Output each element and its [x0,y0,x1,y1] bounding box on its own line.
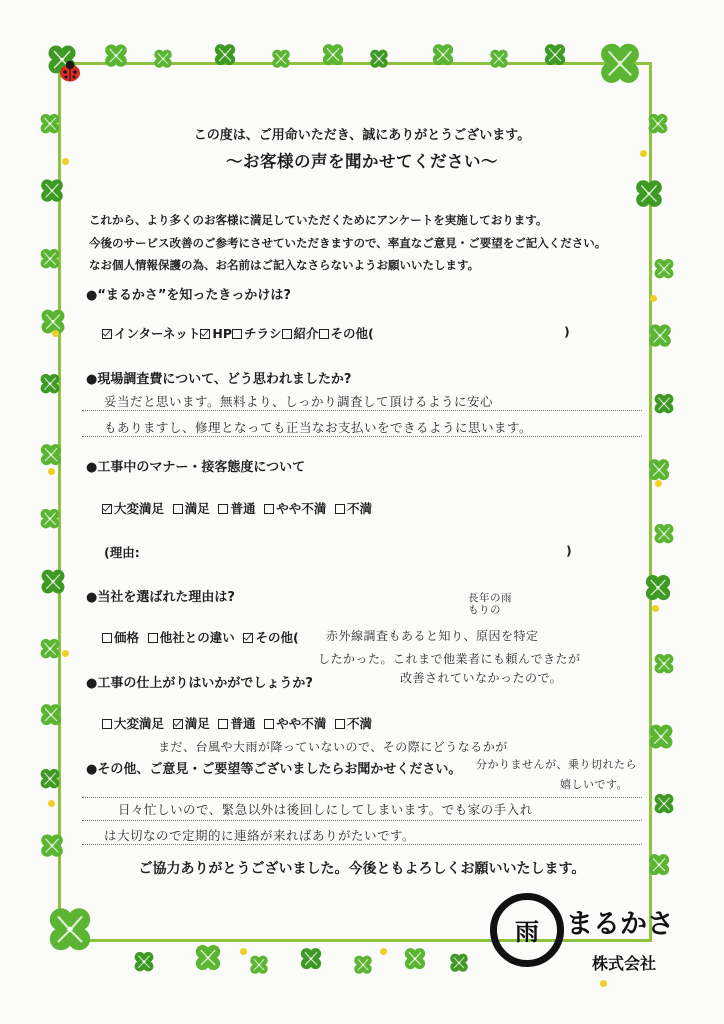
answer-dotted-line [82,797,642,798]
option-internet[interactable]: インターネット [102,326,200,341]
question-4-answer-line-1: 赤外線調査もあると知り、原因を特定 [326,629,539,643]
intro-line-1: これから、より多くのお客様に満足していただくためにアンケートを実施しております。 [89,213,548,227]
dot-decoration [48,468,55,475]
option-other[interactable]: その他( [319,326,374,341]
clover-icon [36,245,64,273]
clover-icon [36,370,64,398]
dot-decoration [62,650,69,657]
clover-icon [644,720,678,754]
checkbox-icon[interactable] [218,504,228,514]
clover-icon [36,505,64,533]
clover-icon [650,650,678,678]
option-very-satisfied[interactable]: 大変満足 [102,501,164,516]
clover-icon [296,944,326,974]
dot-decoration [48,800,55,807]
clover-icon [540,40,570,70]
option-normal[interactable]: 普通 [218,501,255,516]
option-satisfied[interactable]: 満足 [173,716,210,731]
clover-icon [486,46,512,72]
clover-icon [36,565,70,599]
option-somewhat-unsatisfied[interactable]: やや不満 [264,501,326,516]
dot-decoration [655,480,662,487]
option-price[interactable]: 価格 [102,630,139,645]
checkbox-icon[interactable] [264,504,274,514]
option-unsatisfied[interactable]: 不満 [335,501,372,516]
checkbox-icon[interactable] [335,504,345,514]
clover-icon [400,944,430,974]
clover-icon [630,175,668,213]
company-logo-name: まるかさ [566,909,674,940]
question-4-label: ●当社を選ばれた理由は? [86,590,235,605]
checkbox-icon[interactable] [173,504,183,514]
company-logo-mark: 雨 [490,893,564,967]
checkbox-icon[interactable] [200,329,210,339]
question-4-answer-line-2: したかった。これまで他業者にも頼んできたが [318,652,581,666]
clover-icon [366,46,392,72]
checkbox-icon[interactable] [319,329,329,339]
checkbox-icon[interactable] [282,329,292,339]
checkbox-icon[interactable] [102,504,112,514]
question-5-label: ●工事の仕上がりはいかがでしょうか? [86,676,313,691]
checkbox-icon[interactable] [173,719,183,729]
checkbox-icon[interactable] [102,633,112,643]
clover-icon [36,440,66,470]
clover-icon [268,46,294,72]
clover-icon [36,175,68,207]
question-5-options [102,714,372,732]
answer-dotted-line [82,844,642,845]
question-1-label: ●“まるかさ”を知ったきっかけは? [86,288,291,303]
question-1-options [102,324,374,342]
dot-decoration [52,330,59,337]
reason-close-paren: ) [566,543,572,558]
clover-icon [650,390,678,418]
option-referral[interactable]: 紹介 [282,326,319,341]
intro-line-2: 今後のサービス改善のご参考にさせていただきますので、率直なご意見・ご要望をご記入ください。 [89,236,607,250]
greeting-text: この度は、ご用命いただき、誠にありがとうございます。 [193,128,531,143]
dot-decoration [380,948,387,955]
clover-icon [318,40,348,70]
checkbox-icon[interactable] [218,719,228,729]
question-4-answer-note: 長年の雨もりの [468,592,512,616]
option-satisfied[interactable]: 満足 [173,501,210,516]
checkbox-icon[interactable] [243,633,253,643]
option-somewhat-unsatisfied[interactable]: やや不満 [264,716,326,731]
clover-icon [210,40,240,70]
question-6-label: ●その他、ご意見・ご要望等ございましたらお聞かせください。 [86,762,462,777]
clover-icon [36,635,64,663]
ladybug-icon [58,60,82,82]
clover-icon [350,952,376,978]
question-6-answer-line-0a: まだ、台風や大雨が降っていないので、その際にどうなるかが [158,740,508,754]
clover-icon [190,940,226,976]
clover-icon [150,46,176,72]
option-hp[interactable]: HP [200,326,232,341]
answer-dotted-line [82,410,642,411]
question-4-answer-line-3: 改善されていなかったので。 [400,671,563,685]
clover-icon [592,36,648,92]
clover-icon [640,570,676,606]
checkbox-icon[interactable] [102,719,112,729]
clover-icon [40,900,100,960]
question-6-answer-line-0c: 嬉しいです。 [560,778,629,791]
checkbox-icon[interactable] [148,633,158,643]
clover-icon [446,950,472,976]
clover-icon [644,320,676,352]
company-logo-sub: 株式会社 [592,954,657,973]
option-other[interactable]: その他( [243,630,298,645]
question-6-answer-line-1: 日々忙しいので、緊急以外は後回しにしてしまいます。でも家の手入れ [118,802,533,817]
clover-icon [130,948,158,976]
clover-icon [36,700,66,730]
clover-icon [650,790,678,818]
question-6-answer-line-0b: 分かりませんが、乗り切れたら [476,758,637,771]
option-very-satisfied[interactable]: 大変満足 [102,716,164,731]
question-2-answer-line-2: もありますし、修理となっても正当なお支払いをできるように思います。 [104,420,533,435]
clover-icon [246,952,272,978]
checkbox-icon[interactable] [102,329,112,339]
clover-icon [36,765,64,793]
clover-icon [100,40,132,72]
checkbox-icon[interactable] [335,719,345,729]
question-3-options [102,499,372,517]
answer-dotted-line [82,820,642,821]
dot-decoration [652,605,659,612]
closing-message: ご協力ありがとうございました。今後ともよろしくお願いいたします。 [138,861,586,877]
clover-icon [650,520,678,548]
dot-decoration [650,295,657,302]
dot-decoration [240,948,247,955]
option-difference[interactable]: 他社との違い [148,630,235,645]
question-4-options [102,628,299,646]
question-1-close-paren: ) [564,324,570,339]
option-normal[interactable]: 普通 [218,716,255,731]
clover-icon [650,255,678,283]
question-2-answer-line-1: 妥当だと思います。無料より、しっかり調査して頂けるように安心 [104,394,494,409]
question-2-label: ●現場調査費について、どう思われましたか? [86,372,352,387]
checkbox-icon[interactable] [232,329,242,339]
reason-label: (理由: [104,545,140,560]
question-6-answer-line-2: は大切なので定期的に連絡が来ればありがたいです。 [104,828,416,843]
clover-icon [428,40,458,70]
page-title: ～お客様の声を聞かせてください～ [226,152,498,171]
option-flyer[interactable]: チラシ [232,326,282,341]
intro-line-3: なお個人情報保護の為、お名前はご記入なさらないようお願いいたします。 [89,258,480,272]
question-3-label: ●工事中のマナー・接客態度について [86,460,306,475]
checkbox-icon[interactable] [264,719,274,729]
option-unsatisfied[interactable]: 不満 [335,716,372,731]
answer-dotted-line [82,436,642,437]
dot-decoration [600,980,607,987]
